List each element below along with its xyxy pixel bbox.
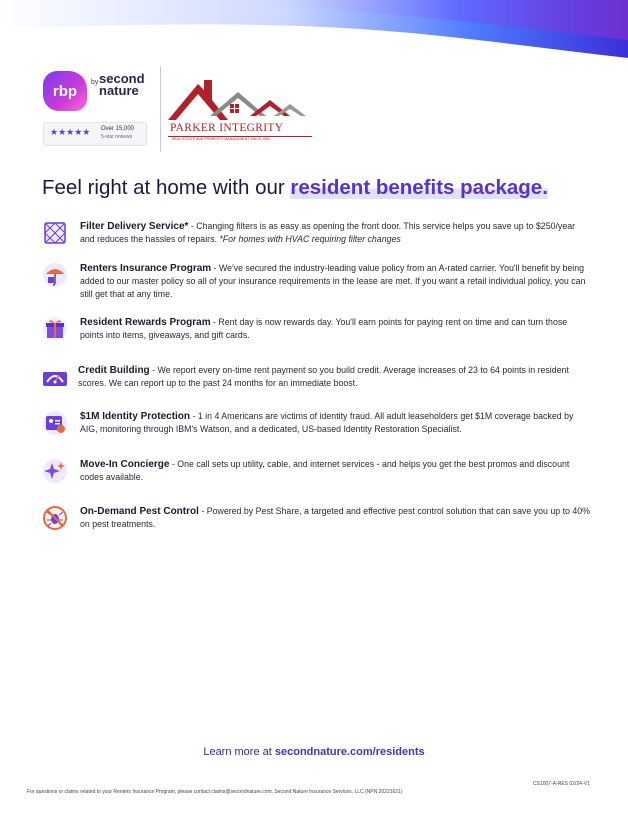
no-pest-icon [42, 505, 68, 531]
concierge-sparkle-icon [42, 458, 68, 484]
rbp-second-nature-logo [43, 71, 147, 115]
review-count: Over 15,000 [101, 126, 135, 132]
document-code: CS1007-A-RES 02/24-V1 [533, 781, 590, 787]
partner-name: PARKER INTEGRITY [170, 122, 284, 134]
benefit-description: - We've secured the industry-leading value policy from an A-rated carrier. You'll benefit by being added to our master policy so all of your insurance requirements in the lease are met. If you want a retail individual policy, you can still get that at any time. [80, 263, 586, 299]
benefit-description: - We report every on-time rent payment so you build credit. Average increases of 23 to 64 points in resident scores. We can report up to the past 24 months for an immediate boost. [78, 365, 569, 389]
benefit-description: - Powered by Pest Share, a targeted and effective pest control solution that can save you up to 40% on pest treatments. [80, 506, 590, 530]
review-caption: 5-star reviews [101, 134, 133, 140]
umbrella-house-icon [42, 262, 68, 288]
benefit-title: $1M Identity Protection [80, 411, 191, 422]
second-nature-wordmark: second nature [99, 71, 145, 98]
title-prefix: Feel right at home with our [42, 176, 291, 199]
credit-gauge-icon [42, 364, 68, 390]
benefit-title: Credit Building [78, 365, 150, 376]
learn-more-line [0, 746, 628, 758]
benefit-description: - Changing filters is as easy as opening the front door. This service helps you save up to $250/year and reduces the hassles of repairs. [80, 221, 576, 245]
rbp-logo-mark: rbp [43, 71, 87, 111]
benefit-title: Resident Rewards Program [80, 317, 211, 328]
title-highlight: resident benefits package. [290, 176, 548, 199]
identity-card-icon [42, 410, 68, 436]
partner-tagline: REAL ESTATE AND PROPERTY MANAGEMENT SINCE 1983 [172, 137, 270, 141]
page-title [42, 176, 548, 200]
benefit-title: Renters Insurance Program [80, 263, 212, 274]
benefit-title: Filter Delivery Service* [80, 221, 189, 232]
header-wave [0, 0, 628, 70]
benefit-note: *For homes with HVAC requiring filter changes [219, 234, 401, 245]
benefit-description: - 1 in 4 Americans are victims of identity fraud. All adult leaseholders get $1M coverage backed by AIG, monitoring through IBM's Watson, and a dedicated, US-based Identity Restoration Specialist. [80, 411, 574, 435]
logo-divider [160, 66, 161, 152]
review-badge [43, 122, 147, 146]
benefit-description: - One call sets up utility, cable, and internet services - and helps you get the best promos and discount codes available. [80, 459, 570, 483]
by-label: by [91, 79, 99, 86]
gift-icon [42, 316, 68, 342]
learn-more-link[interactable]: secondnature.com/residents [274, 746, 425, 758]
benefit-title: On-Demand Pest Control [80, 506, 199, 517]
benefit-description: - Rent day is now rewards day. You'll earn points for paying rent on time and can turn those points into items, giveaways, and gift cards. [80, 317, 568, 341]
learn-more-prefix: Learn more at [203, 746, 275, 758]
footer-disclaimer: For questions or claims related to your Renters Insurance Program, please contact claims@secondnature.com. Second Nature Insurance Services, LLC (NPN 20221621) [27, 789, 403, 795]
air-filter-icon [42, 220, 68, 246]
star-rating-icon: ★★★★★ [50, 127, 91, 137]
benefit-title: Move-In Concierge [80, 459, 170, 470]
